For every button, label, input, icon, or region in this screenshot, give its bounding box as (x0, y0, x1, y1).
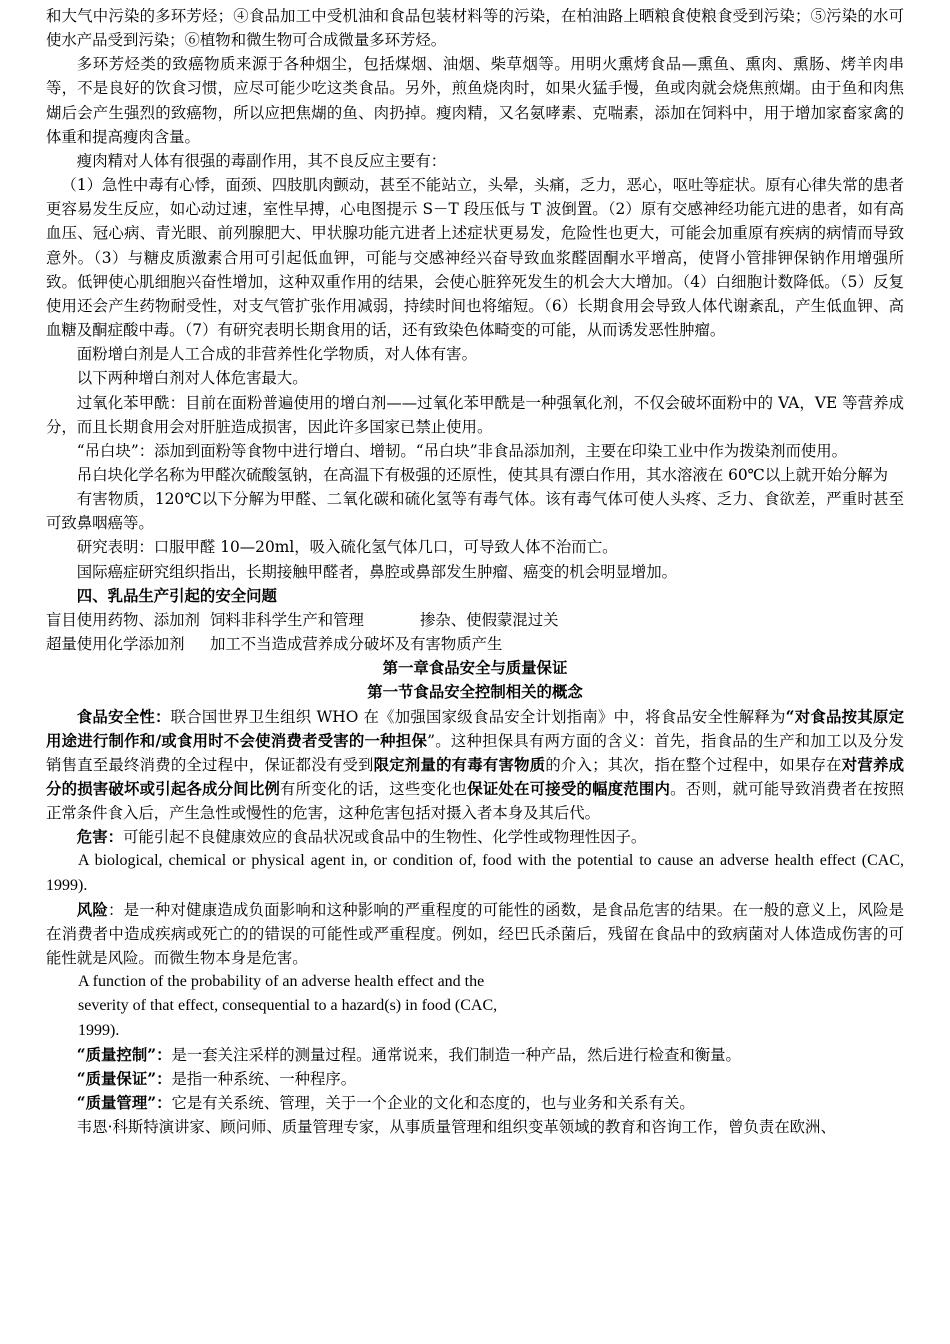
term: 食品安全性： (76, 707, 171, 726)
issue-item: 超量使用化学添加剂 (46, 635, 185, 654)
issue-item: 加工不当造成营养成分破坏及有害物质产生 (210, 635, 503, 654)
paragraph: “吊白块”：添加到面粉等食物中进行增白、增韧。“吊白块”非食品添加剂，主要在印染工业中作为拨染剂而使用。 (76, 441, 848, 460)
term: 风险 (76, 900, 109, 919)
paragraph: 研究表明：口服甲醛 10—20ml，吸入硫化氢气体几口，可导致人体不治而亡。 (76, 538, 618, 557)
paragraph: 面粉增白剂是人工合成的非营养性化学物质，对人体有害。 (76, 345, 477, 364)
definition-risk: 风险：是一种对健康造成负面影响和这种影响的严重程度的可能性的函数，是食品危害的结果。在一般的意义上，风险是在消费者中造成疾病或死亡的的错误的可能性或严重程度。例如，经巴氏杀菌后，残留在食品中的致病菌对人体造成伤害的可能性就是风险。而微生物本身是危害。 (46, 900, 904, 968)
definition-hazard: 危害：可能引起不良健康效应的食品状况或食品中的生物性、化学性或物理性因子。 (76, 828, 647, 847)
section-heading: 四、乳品生产引起的安全问题 (76, 586, 277, 605)
term: “质量控制”： (76, 1045, 172, 1064)
paragraph: （1）急性中毒有心悸，面颈、四肢肌肉颤动，甚至不能站立，头晕，头痛，乏力，恶心，呕吐等症状。原有心律失常的患者更容易发生反应，如心动过速，室性早搏，心电图提示 S－T 段压低与 T 波倒置。（2）原有交感神经功能亢进的患者，如有高血压、冠心病、青光眼、前列腺肥大、甲状腺功能亢进者上述症状更易发，危险性也更大，可能会加重原有疾病的病情而导致意外。（3）与糖皮质激素合用可引起低血钾，可能与交感神经兴奋导致血浆醛固酮水平增高，使肾小管排钾保钠作用增强所致。低钾使心肌细胞兴奋性增加，这种双重作用的结果，会使心脏猝死发生的机会大大增加。（4）白细胞计数降低。（5）反复使用还会产生药物耐受性，对支气管扩张作用减弱，持续时间也将缩短。（6）长期食用会导致人体代谢紊乱，产生低血钾、高血糖及酮症酸中毒。（7）有研究表明长期食用的话，还有致染色体畸变的可能，从而诱发恶性肿瘤。 (46, 176, 904, 340)
definition-quality-control: “质量控制”：是一套关注采样的测量过程。通常说来，我们制造一种产品，然后进行检查和衡量。 (76, 1045, 741, 1064)
paragraph: 瘦肉精对人体有很强的毒副作用，其不良反应主要有： (76, 151, 447, 170)
chapter-title: 第一章食品安全与质量保证 (382, 659, 568, 678)
issues-row (0, 608, 904, 632)
paragraph: 韦恩·科斯特演讲家、顾问师、质量管理专家，从事质量管理和组织变革领域的教育和咨询工作，曾负责在欧洲、 (76, 1118, 836, 1137)
definition-food-safety: 食品安全性：联合国世界卫生组织 WHO 在《加强国家级食品安全计划指南》中，将食品安全性解释为“对食品按其原定用途进行制作和/或食用时不会使消费者受害的一种担保”。这种担保具有两方面的含义：首先，指食品的生产和加工以及分发销售直至最终消费的全过程中，保证都没有受到限定剂量的有毒有害物质的介入；其次，指在整个过程中，如果存在对营养成分的损害破坏或引起各成分间比例有所变化的话，这些变化也保证处在可接受的幅度范围内。否则，就可能导致消费者在按照正常条件食入后，产生急性或慢性的危害，这种危害包括对摄入者本身及其后代。 (46, 707, 904, 823)
issues-row (0, 632, 904, 656)
paragraph: 和大气中污染的多环芳烃；④食品加工中受机油和食品包装材料等的污染，在柏油路上晒粮食使粮食受到污染；⑤污染的水可使水产品受到污染；⑥植物和微生物可合成微量多环芳烃。 (46, 7, 904, 50)
issue-item: 掺杂、使假蒙混过关 (420, 610, 559, 629)
risk-english: A function of the probability of an adverse health effect and the severity of that effect, consequential to a hazard(s) in food (CAC, 1999). (78, 973, 498, 1039)
paragraph: 多环芳烃类的致癌物质来源于各种烟尘，包括煤烟、油烟、柴草烟等。用明火熏烤食品—熏鱼、熏肉、熏肠、烤羊肉串等，不是良好的饮食习惯，应尽可能少吃这类食品。另外，煎鱼烧肉时，如果火猛手慢，鱼或肉就会烧焦煎煳。由于鱼和肉焦煳后会产生强烈的致癌物，所以应把焦煳的鱼、肉扔掉。瘦肉精，又名氨哮素、克喘素，添加在饲料中，用于增加家畜家禽的体重和提高瘦肉含量。 (46, 55, 904, 146)
term: “质量管理”： (76, 1094, 172, 1113)
paragraph: 国际癌症研究组织指出，长期接触甲醛者，鼻腔或鼻部发生肿瘤、癌变的机会明显增加。 (76, 562, 678, 581)
paragraph: 过氧化苯甲酰：目前在面粉普遍使用的增白剂——过氧化苯甲酰是一种强氧化剂，不仅会破坏面粉中的 VA，VE 等营养成分，而且长期食用会对肝脏造成损害，因此许多国家已禁止使用。 (46, 393, 904, 436)
paragraph: 以下两种增白剂对人体危害最大。 (76, 369, 308, 388)
hazard-english: A biological, chemical or physical agent in, or condition of, food with the potential to cause an adverse health effect (CAC, 1999). (46, 852, 904, 894)
issue-item: 饲料非科学生产和管理 (210, 610, 364, 629)
term: 危害： (76, 828, 123, 847)
term: “质量保证”： (76, 1069, 172, 1088)
definition-quality-assurance: “质量保证”：是指一种系统、一种程序。 (76, 1069, 357, 1088)
issue-item: 盲目使用药物、添加剂 (46, 610, 200, 629)
paragraph: 有害物质，120℃以下分解为甲醛、二氧化碳和硫化氢等有毒气体。该有毒气体可使人头疼、乏力、食欲差，严重时甚至可致鼻咽癌等。 (46, 490, 904, 533)
section-title: 第一节食品安全控制相关的概念 (367, 683, 583, 702)
paragraph: 吊白块化学名称为甲醛次硫酸氢钠，在高温下有极强的还原性，使其具有漂白作用，其水溶液在 60℃以上就开始分解为 (76, 465, 889, 484)
definition-quality-management: “质量管理”：它是有关系统、管理，关于一个企业的文化和态度的，也与业务和关系有关。 (76, 1094, 695, 1113)
